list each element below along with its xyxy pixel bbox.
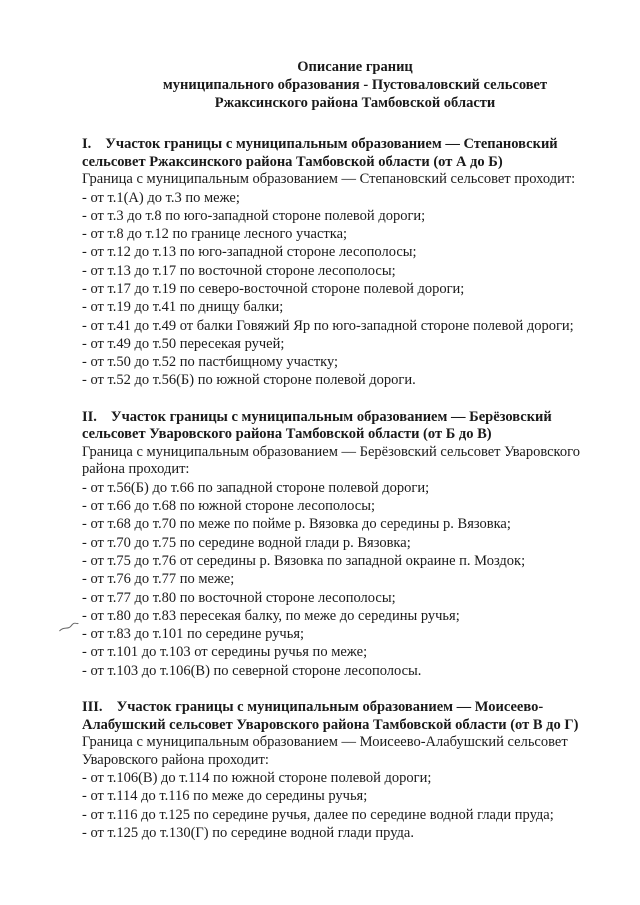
list-item: - от т.8 до т.12 по границе лесного участка; (82, 226, 348, 243)
section-intro: Граница с муниципальным образованием — Степановский сельсовет проходит: (82, 171, 576, 187)
section-heading-text: Участок границы с муниципальным образованием — Моисеево-Алабушский сельсовет Уваровского района Тамбовской области (от В до Г) (82, 699, 579, 733)
list-item: - от т.83 до т.101 по середине ручья; (82, 626, 305, 643)
list-item: - от т.41 до т.49 от балки Говяжий Яр по юго-западной стороне полевой дороги; (82, 317, 574, 334)
section-3 (82, 699, 606, 842)
list-item: - от т.12 до т.13 по юго-западной стороне лесополосы; (82, 244, 417, 261)
pen-mark (57, 620, 81, 636)
list-item: - от т.1(А) до т.3 по меже; (82, 189, 240, 206)
section-2 (82, 409, 606, 680)
list-item: - от т.114 до т.116 по меже до середины ручья; (82, 788, 368, 805)
boundary-list (82, 769, 606, 842)
section-intro: Граница с муниципальным образованием — Моисеево-Алабушский сельсовет Уваровского района проходит: (82, 734, 568, 768)
list-item: - от т.56(Б) до т.66 по западной стороне полевой дороги; (82, 479, 430, 496)
section-heading (82, 136, 606, 171)
title-line-2: муниципального образования - Пустоваловский сельсовет (162, 77, 548, 93)
section-number: II. (82, 408, 97, 425)
list-item: - от т.106(В) до т.114 по южной стороне полевой дороги; (82, 770, 432, 787)
list-item: - от т.75 до т.76 от середины р. Вязовка по западной окраине п. Моздок; (82, 552, 526, 569)
title-line-1: Описание границ (297, 59, 413, 75)
list-item: - от т.49 до т.50 пересекая ручей; (82, 335, 285, 352)
list-item: - от т.52 до т.56(Б) по южной стороне полевой дороги. (82, 372, 416, 389)
boundary-list (82, 479, 606, 680)
list-item: - от т.66 до т.68 по южной стороне лесополосы; (82, 498, 375, 515)
list-item: - от т.103 до т.106(В) по северной стороне лесополосы. (82, 662, 422, 679)
section-number: I. (82, 136, 92, 152)
list-item: - от т.80 до т.83 пересекая балку, по меже до середины ручья; (82, 607, 460, 624)
list-item: - от т.76 до т.77 по меже; (82, 571, 235, 588)
section-heading (82, 409, 606, 444)
list-item: - от т.3 до т.8 по юго-западной стороне полевой дороги; (82, 207, 426, 224)
list-item: - от т.19 до т.41 по днищу балки; (82, 299, 284, 316)
list-item: - от т.68 до т.70 по меже по пойме р. Вязовка до середины р. Вязовка; (82, 516, 511, 533)
list-item: - от т.70 до т.75 по середине водной глади р. Вязовка; (82, 534, 411, 551)
document-title (82, 58, 606, 112)
pen-stroke-icon (57, 621, 80, 633)
list-item: - от т.13 до т.17 по восточной стороне лесополосы; (82, 262, 396, 279)
section-number: III. (82, 699, 103, 716)
section-intro: Граница с муниципальным образованием — Берёзовский сельсовет Уваровского района проходит: (82, 443, 580, 478)
section-heading-text: Участок границы с муниципальным образованием — Берёзовский сельсовет Уваровского района Тамбовской области (от Б до В) (82, 408, 552, 443)
list-item: - от т.116 до т.125 по середине ручья, далее по середине водной глади пруда; (82, 806, 554, 823)
list-item: - от т.17 до т.19 по северо-восточной стороне полевой дороги; (82, 280, 465, 297)
boundary-list (82, 189, 606, 390)
section-heading-text: Участок границы с муниципальным образованием — Степановский сельсовет Ржаксинского района Тамбовской области (от А до Б) (82, 136, 558, 170)
list-item: - от т.125 до т.130(Г) по середине водной глади пруда. (82, 824, 414, 841)
list-item: - от т.77 до т.80 по восточной стороне лесополосы; (82, 589, 396, 606)
section-heading (82, 699, 606, 734)
list-item: - от т.101 до т.103 от середины ручья по меже; (82, 644, 368, 661)
section-1 (82, 136, 606, 390)
list-item: - от т.50 до т.52 по пастбищному участку; (82, 354, 339, 371)
title-line-3: Ржаксинского района Тамбовской области (214, 95, 496, 111)
